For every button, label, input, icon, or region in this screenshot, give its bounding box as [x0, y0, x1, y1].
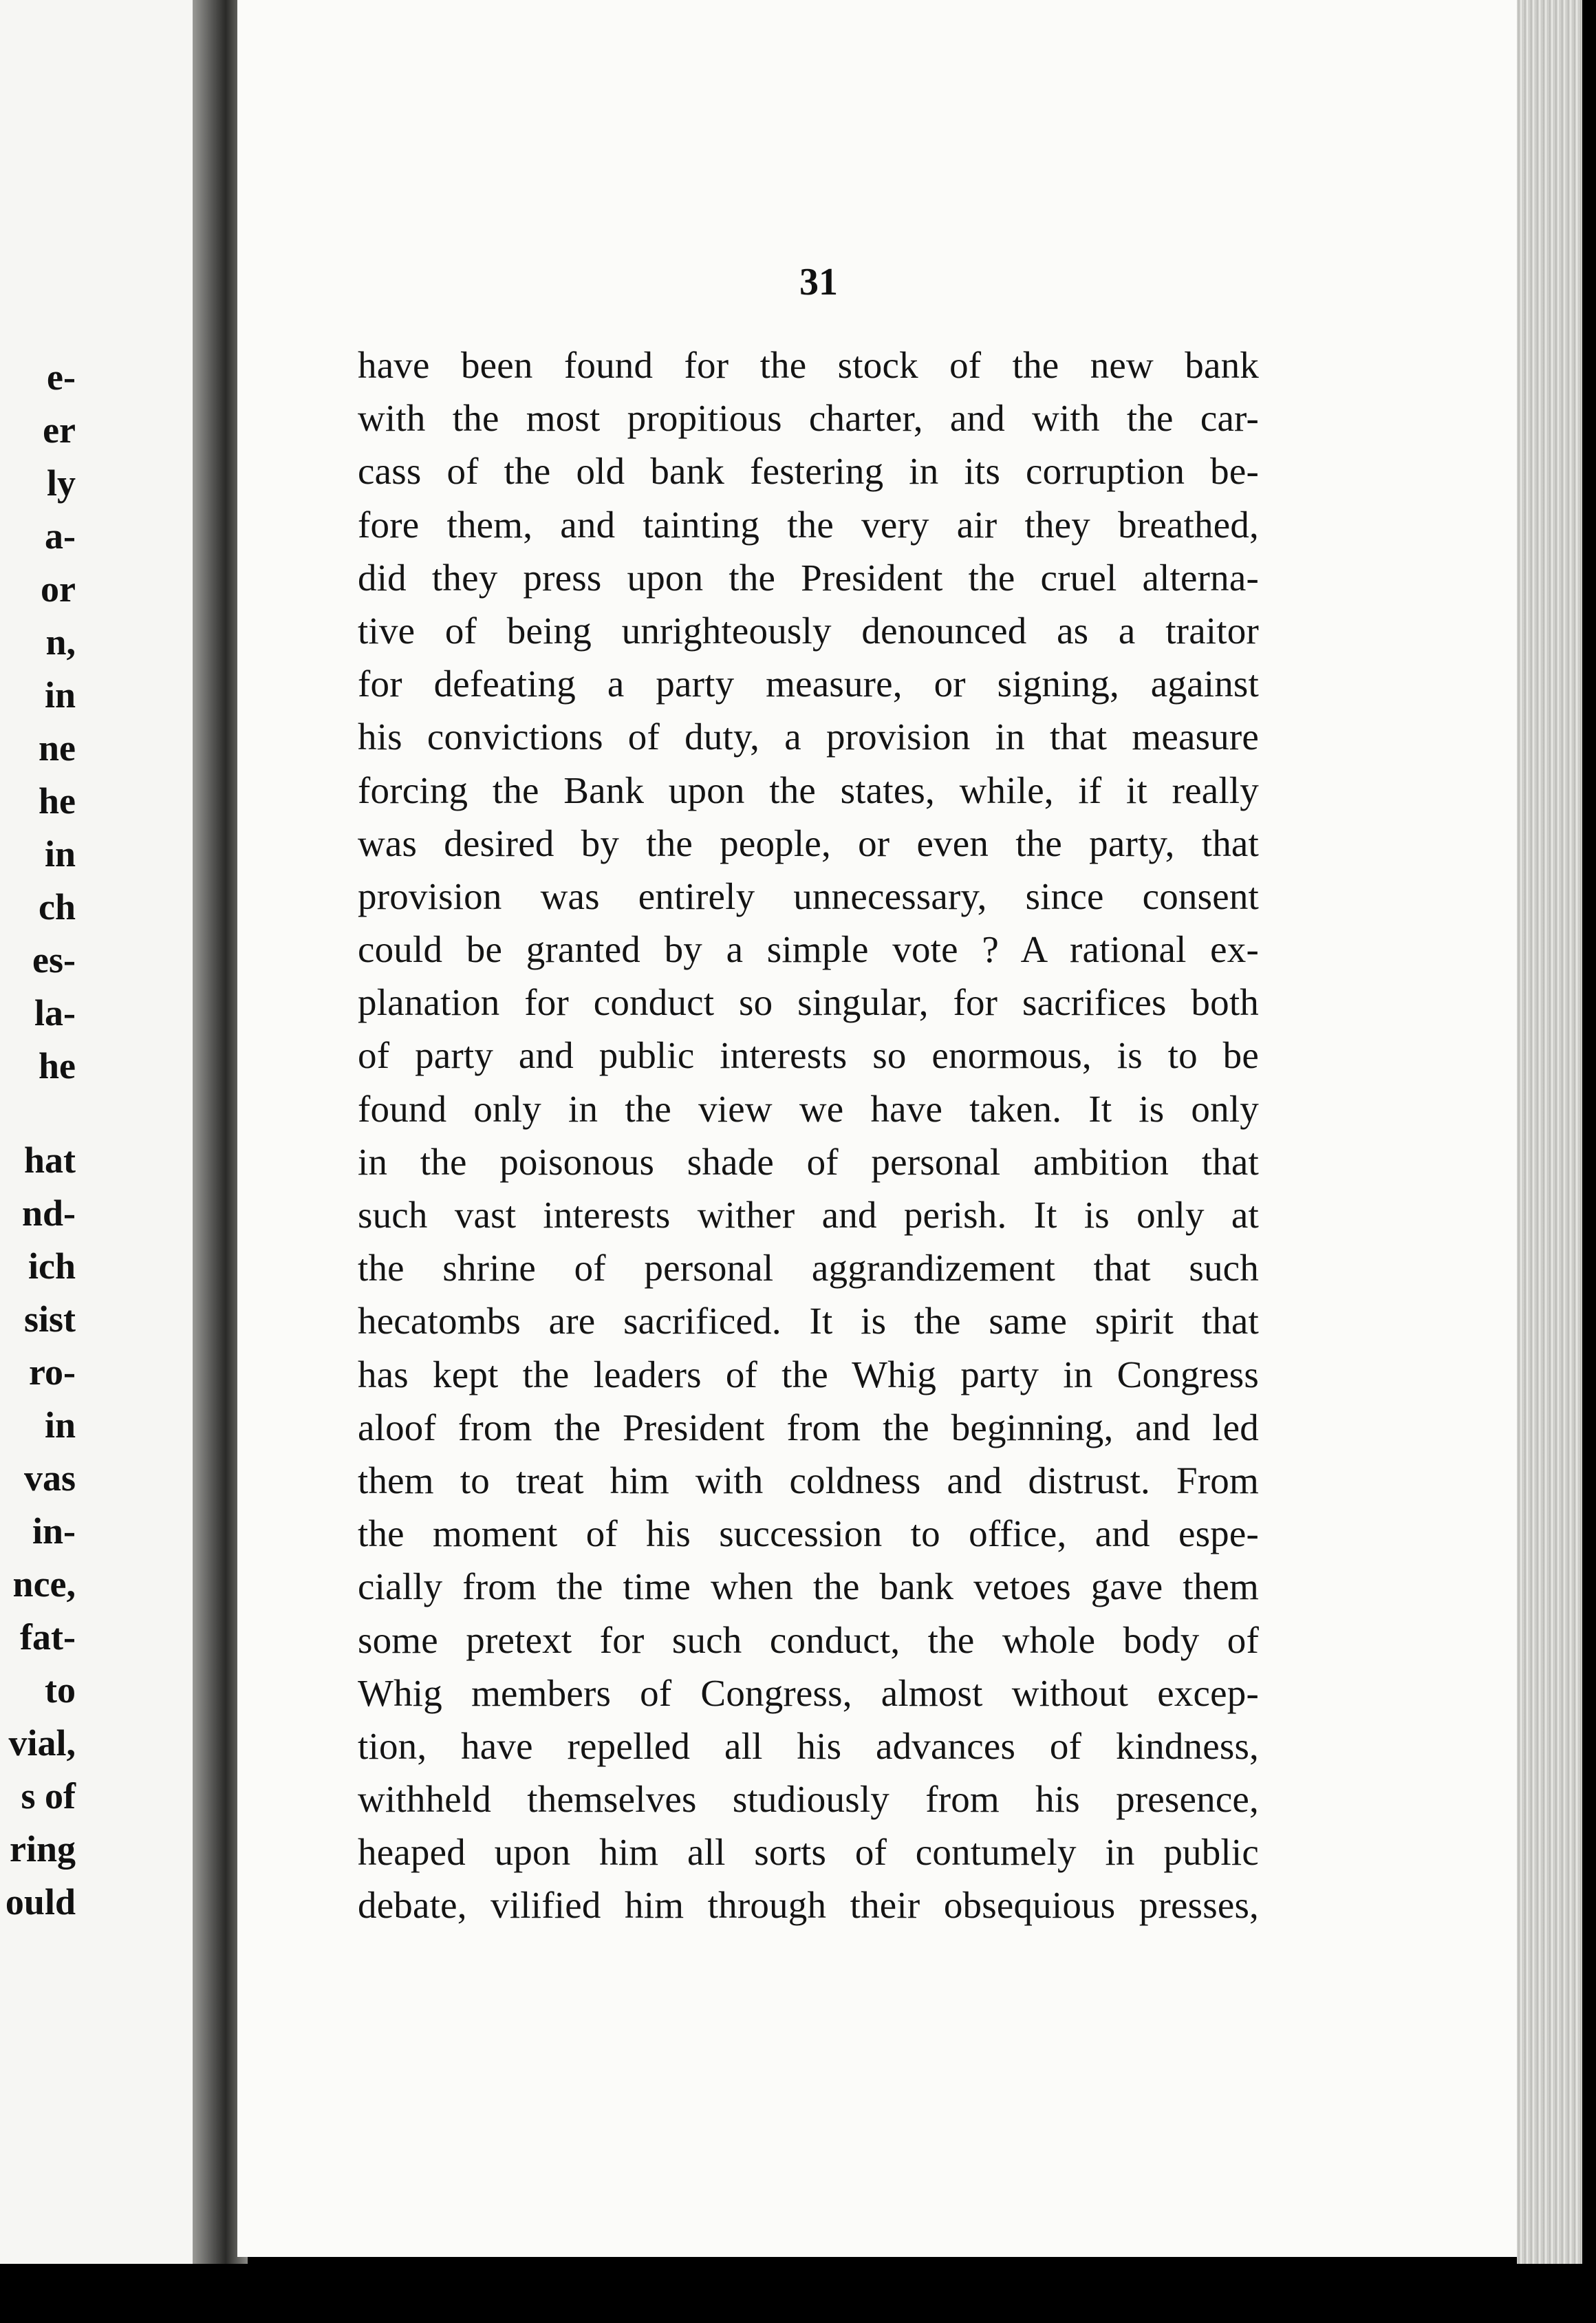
left-fragment: in-	[32, 1510, 76, 1552]
text-line: tion, have repelled all his advances of kindness,	[358, 1724, 1259, 1767]
text-line: have been found for the stock of the new bank	[358, 344, 1259, 386]
left-fragment: he	[39, 1045, 76, 1086]
left-fragment: es-	[32, 939, 76, 981]
text-line: provision was entirely unnecessary, since consent	[358, 875, 1259, 917]
page-edges	[1517, 0, 1582, 2271]
text-line: withheld themselves studiously from his presence,	[358, 1778, 1259, 1821]
left-fragment: ly	[46, 462, 76, 504]
left-fragment: ch	[39, 886, 76, 928]
left-fragment: vial,	[8, 1722, 76, 1764]
text-line: forcing the Bank upon the states, while, if it really	[358, 769, 1259, 811]
text-line: found only in the view we have taken. It is only	[358, 1087, 1259, 1130]
page-number: 31	[799, 261, 838, 303]
left-fragment: he	[39, 780, 76, 822]
text-line: for defeating a party measure, or signing, against	[358, 663, 1259, 705]
text-line: did they press upon the President the cruel alterna-	[358, 556, 1259, 599]
text-line: cially from the time when the bank vetoes gave them	[358, 1565, 1259, 1608]
left-fragment: or	[41, 568, 76, 610]
left-fragment: ne	[39, 727, 76, 769]
left-fragment: la-	[34, 992, 76, 1034]
text-line: could be granted by a simple vote ? A rational ex-	[358, 928, 1259, 971]
text-line: some pretext for such conduct, the whole body of	[358, 1618, 1259, 1661]
scan-bottom-border	[0, 2264, 1596, 2323]
left-fragment: nce,	[12, 1563, 76, 1605]
left-fragment: ring	[9, 1828, 76, 1870]
body-text	[358, 339, 1259, 1932]
text-line: debate, vilified him through their obsequious presses,	[358, 1884, 1259, 1927]
left-fragment: e-	[47, 356, 76, 398]
left-fragment: hat	[23, 1139, 76, 1181]
text-line: them to treat him with coldness and distrust. From	[358, 1459, 1259, 1501]
left-fragment: in	[44, 833, 76, 875]
left-fragment: s of	[21, 1775, 76, 1817]
text-line: the moment of his succession to office, and espe-	[358, 1512, 1259, 1555]
left-fragment: ich	[28, 1245, 76, 1287]
left-fragment: in	[44, 674, 76, 716]
left-fragment: a-	[45, 515, 76, 557]
text-line: cass of the old bank festering in its corruption be-	[358, 450, 1259, 493]
text-line: such vast interests wither and perish. It is only at	[358, 1194, 1259, 1236]
text-line: has kept the leaders of the Whig party in Congress	[358, 1353, 1259, 1395]
text-line: planation for conduct so singular, for sacrifices both	[358, 981, 1259, 1024]
text-line: with the most propitious charter, and with the car-	[358, 397, 1259, 440]
text-line: of party and public interests so enormous, is to be	[358, 1034, 1259, 1077]
left-fragment-gap	[0, 1093, 76, 1134]
text-line: tive of being unrighteously denounced as a traitor	[358, 609, 1259, 652]
left-fragment: sist	[23, 1298, 76, 1340]
text-line: hecatombs are sacrificed. It is the same spirit that	[358, 1300, 1259, 1342]
text-line: in the poisonous shade of personal ambition that	[358, 1140, 1259, 1183]
text-line: his convictions of duty, a provision in that measure	[358, 716, 1259, 758]
left-fragment: fat-	[20, 1616, 76, 1658]
text-line: was desired by the people, or even the party, that	[358, 822, 1259, 864]
text-line: aloof from the President from the beginning, and led	[358, 1406, 1259, 1448]
text-line: Whig members of Congress, almost without excep-	[358, 1671, 1259, 1714]
left-fragment: er	[43, 409, 76, 451]
text-line: the shrine of personal aggrandizement that such	[358, 1247, 1259, 1289]
left-fragment: nd-	[21, 1192, 76, 1234]
left-fragment: to	[45, 1669, 76, 1711]
left-fragment: ro-	[29, 1351, 76, 1393]
left-fragment: n,	[45, 621, 76, 663]
text-line: heaped upon him all sorts of contumely in public	[358, 1831, 1259, 1874]
left-fragment: vas	[23, 1457, 76, 1499]
left-fragment: in	[44, 1404, 76, 1446]
left-facing-page	[0, 0, 193, 2264]
text-line: fore them, and tainting the very air they breathed,	[358, 503, 1259, 546]
left-page-text-fragments	[0, 351, 76, 1929]
left-fragment: ould	[5, 1881, 76, 1923]
